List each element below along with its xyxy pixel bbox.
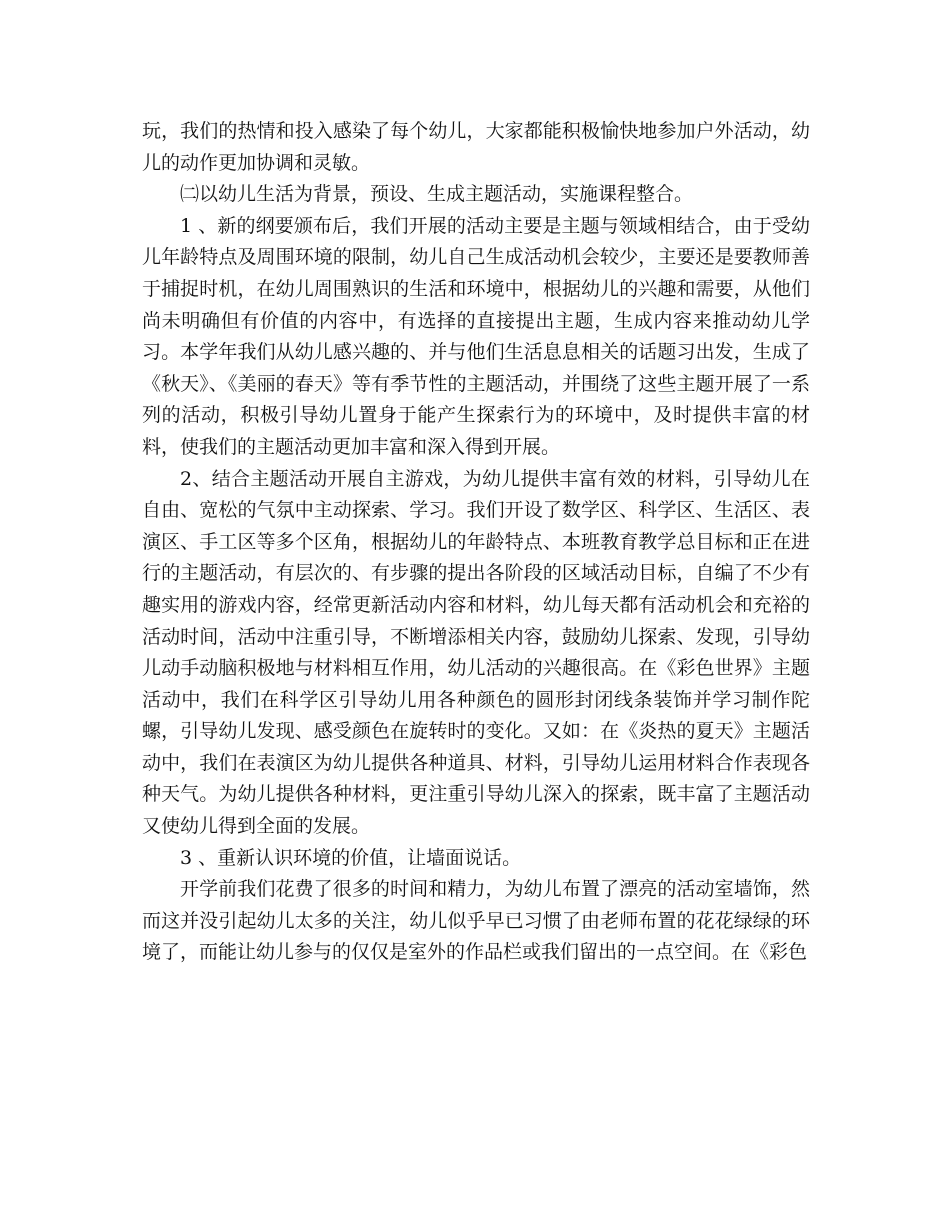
paragraph-outdoor-activities: 玩，我们的热情和投入感染了每个幼儿，大家都能积极愉快地参加户外活动，幼儿的动作更加协调和灵敏。 xyxy=(142,120,810,174)
paragraph-theme-activities: 1 、新的纲要颁布后，我们开展的活动主要是主题与领域相结合，由于受幼儿年龄特点及周围环境的限制，幼儿自己生成活动机会较少，主要还是要教师善于捕捉时机，在幼儿周围熟识的生活和环境中，根据幼儿的兴趣和需要，从他们尚未明确但有价值的内容中，有选择的直接提出主题，生成内容来推动幼儿学习。本学年我们从幼儿感兴趣的、并与他们生活息息相关的话题习出发，生成了《秋天》、《美丽的春天》等有季节性的主题活动，并围绕了这些主题开展了一系列的活动，积极引导幼儿置身于能产生探索行为的环境中，及时提供丰富的材料，使我们的主题活动更加丰富和深入得到开展。 xyxy=(142,214,810,458)
paragraph-section-heading: ㈡以幼儿生活为背景，预设、生成主题活动，实施课程整合。 xyxy=(180,183,694,206)
document-body xyxy=(142,116,810,969)
paragraph-environment-heading: 3 、重新认识环境的价值，让墙面说话。 xyxy=(180,846,522,869)
paragraph-autonomous-games: 2、结合主题活动开展自主游戏，为幼儿提供丰富有效的材料，引导幼儿在自由、宽松的气氛中主动探索、学习。我们开设了数学区、科学区、生活区、表演区、手工区等多个区角，根据幼儿的年龄特点、本班教育教学总目标和正在进行的主题活动，有层次的、有步骤的提出各阶段的区域活动目标，自编了不少有趣实用的游戏内容，经常更新活动内容和材料，幼儿每天都有活动机会和充裕的活动时间，活动中注重引导，不断增添相关内容，鼓励幼儿探索、发现，引导幼儿动手动脑积极地与材料相互作用，幼儿活动的兴趣很高。在《彩色世界》主题活动中，我们在科学区引导幼儿用各种颜色的圆形封闭线条装饰并学习制作陀螺，引导幼儿发现、感受颜色在旋转时的变化。又如：在《炎热的夏天》主题活动中，我们在表演区为幼儿提供各种道具、材料，引导幼儿运用材料合作表现各种天气。为幼儿提供各种材料，更注重引导幼儿深入的探索，既丰富了主题活动又使幼儿得到全面的发展。 xyxy=(142,467,810,838)
paragraph-wall-decoration: 开学前我们花费了很多的时间和精力，为幼儿布置了漂亮的活动室墙饰，然而这并没引起幼儿太多的关注，幼儿似乎早已习惯了由老师布置的花花绿绿的环境了，而能让幼儿参与的仅仅是室外的作品栏或我们留出的一点空间。在《彩色 xyxy=(142,878,810,964)
